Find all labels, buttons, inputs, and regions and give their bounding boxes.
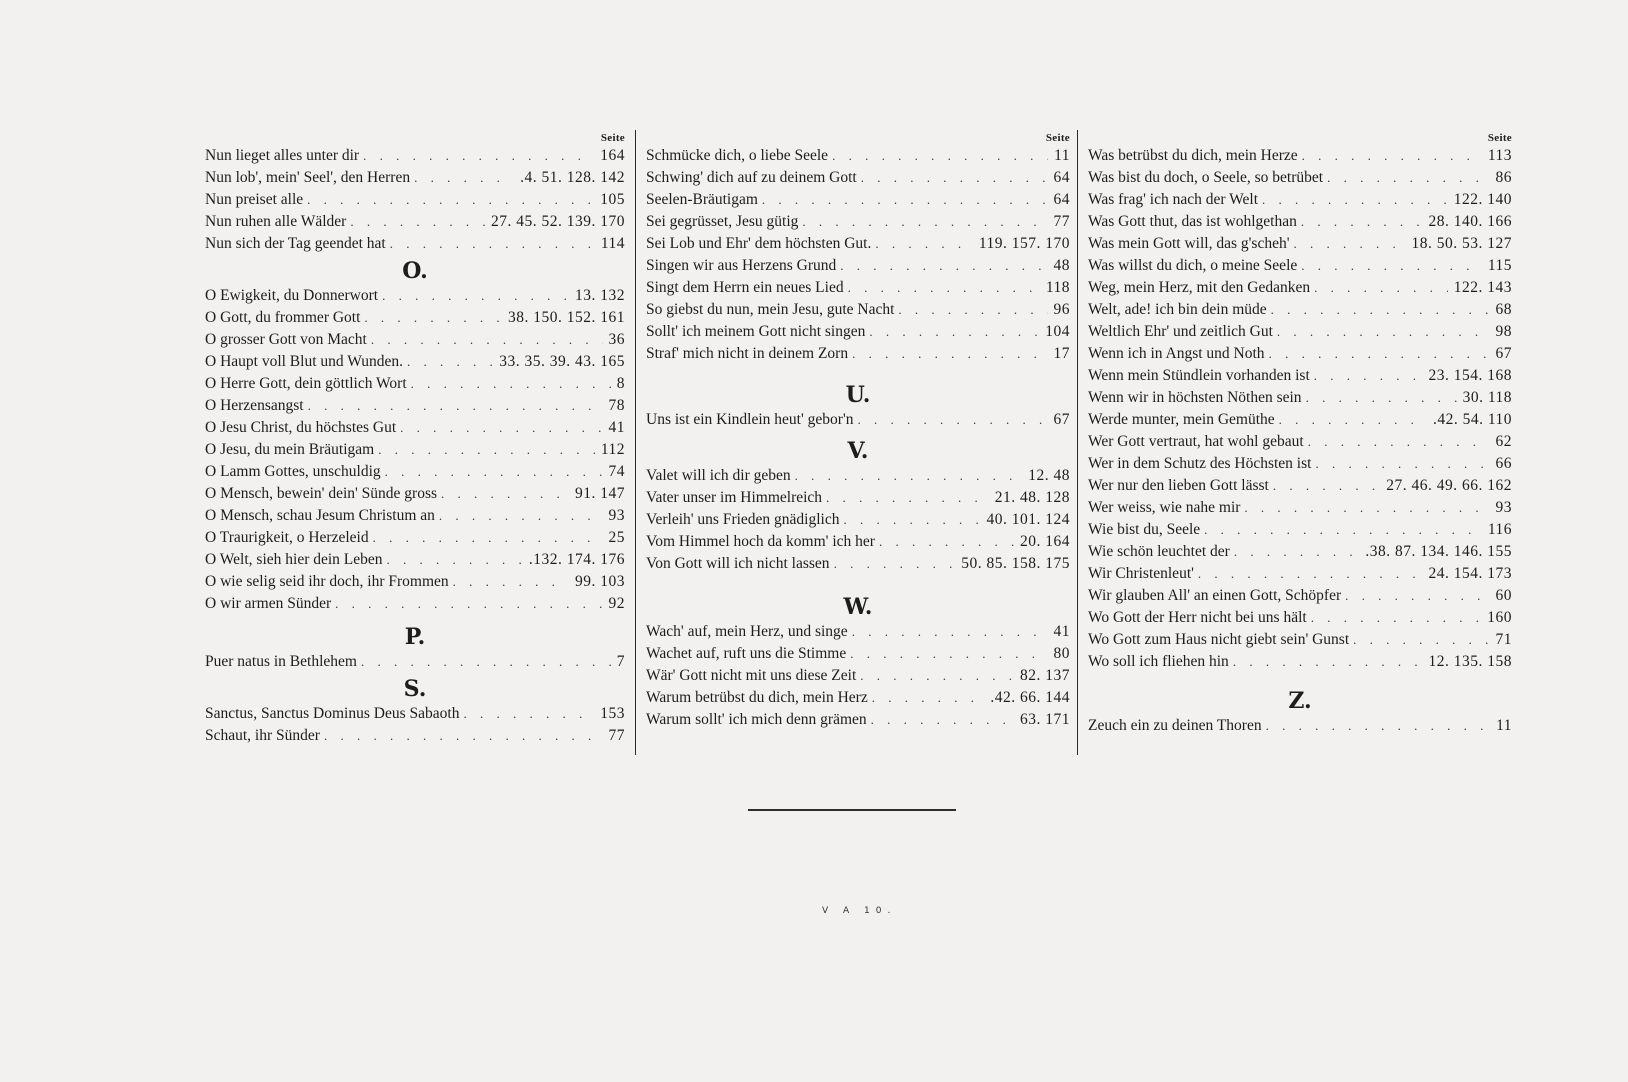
index-entry xyxy=(205,351,625,373)
entry-page-refs: 153 xyxy=(600,705,625,722)
leader-dots xyxy=(439,505,603,527)
entry-page-refs: 21. 48. 128 xyxy=(994,489,1070,506)
entry-page-refs: 92 xyxy=(608,595,625,612)
leader-dots xyxy=(378,439,595,461)
leader-dots xyxy=(361,651,611,673)
entry-page-refs: 18. 50. 53. 127 xyxy=(1411,235,1512,252)
index-entry xyxy=(1088,453,1512,475)
entry-page-refs: 114 xyxy=(600,235,625,252)
entry-title: Was Gott thut, das ist wohlgethan xyxy=(1088,213,1297,230)
leader-dots xyxy=(844,509,981,531)
entry-title: Was willst du dich, o meine Seele xyxy=(1088,257,1298,274)
index-entry xyxy=(1088,475,1512,497)
spacer xyxy=(646,575,1070,591)
index-column-3 xyxy=(1088,131,1512,737)
index-column-1 xyxy=(205,131,625,747)
entry-title: O Gott, du frommer Gott xyxy=(205,309,361,326)
index-entry xyxy=(646,531,1070,553)
index-entry xyxy=(205,593,625,615)
entry-page-refs: 50. 85. 158. 175 xyxy=(961,555,1070,572)
closing-rule xyxy=(748,809,956,811)
leader-dots xyxy=(411,373,611,395)
index-entry xyxy=(1088,233,1512,255)
section-letter: S. xyxy=(403,676,427,702)
index-entry xyxy=(646,321,1070,343)
entry-page-refs: 122. 140 xyxy=(1453,191,1512,208)
index-entry xyxy=(646,553,1070,575)
entry-page-refs: 77 xyxy=(1053,213,1070,230)
entry-title: O Herzensangst xyxy=(205,397,304,414)
entry-title: Warum sollt' ich mich denn grämen xyxy=(646,711,867,728)
leader-dots xyxy=(898,299,1047,321)
entry-page-refs: 115 xyxy=(1487,257,1512,274)
entry-title: Schmücke dich, o liebe Seele xyxy=(646,147,829,164)
entry-page-refs: 119. 157. 170 xyxy=(978,235,1070,252)
leader-dots xyxy=(1301,211,1423,233)
leader-dots xyxy=(1198,563,1423,585)
section-letter: V. xyxy=(847,438,869,464)
leader-dots xyxy=(1294,233,1406,255)
entry-title: Wer weiss, wie nahe mir xyxy=(1088,499,1241,516)
entry-title: Warum betrübst du dich, mein Herz xyxy=(646,689,868,706)
leader-dots xyxy=(1302,145,1482,167)
index-entry xyxy=(1088,277,1512,299)
leader-dots xyxy=(848,277,1040,299)
leader-dots xyxy=(1279,409,1427,431)
entry-title: Wo Gott der Herr nicht bei uns hält xyxy=(1088,609,1307,626)
leader-dots xyxy=(1266,715,1490,737)
index-entry xyxy=(205,483,625,505)
entry-title: Wer in dem Schutz des Höchsten ist xyxy=(1088,455,1312,472)
leader-dots xyxy=(1277,321,1490,343)
entry-title: Sei gegrüsset, Jesu gütig xyxy=(646,213,799,230)
entry-page-refs: .4. 51. 128. 142 xyxy=(520,169,625,186)
leader-dots xyxy=(363,145,594,167)
leader-dots xyxy=(1314,277,1448,299)
entry-page-refs: 122. 143 xyxy=(1453,279,1512,296)
index-entry xyxy=(646,465,1070,487)
entry-page-refs: 40. 101. 124 xyxy=(986,511,1070,528)
leader-dots xyxy=(852,621,1048,643)
seite-label: Seite xyxy=(600,132,625,144)
index-entry xyxy=(205,307,625,329)
index-entry xyxy=(646,665,1070,687)
entry-page-refs: 116 xyxy=(1487,521,1512,538)
entry-page-refs: 64 xyxy=(1053,191,1070,208)
entry-page-refs: 62 xyxy=(1495,433,1512,450)
index-entry xyxy=(1088,519,1512,541)
entry-title: O Lamm Gottes, unschuldig xyxy=(205,463,381,480)
entry-page-refs: 112 xyxy=(600,441,625,458)
entry-page-refs: 20. 164 xyxy=(1020,533,1070,550)
leader-dots xyxy=(826,487,989,509)
entry-page-refs: 17 xyxy=(1053,345,1070,362)
entry-page-refs: 71 xyxy=(1495,631,1512,648)
entry-page-refs: 86 xyxy=(1495,169,1512,186)
section-letter: U. xyxy=(845,382,871,408)
leader-dots xyxy=(795,465,1023,487)
leader-dots xyxy=(762,189,1048,211)
index-entry xyxy=(1088,497,1512,519)
entry-page-refs: 30. 118 xyxy=(1462,389,1512,406)
entry-title: O Jesu, du mein Bräutigam xyxy=(205,441,375,458)
leader-dots xyxy=(1204,519,1482,541)
entry-page-refs: 98 xyxy=(1495,323,1512,340)
entry-page-refs: 11 xyxy=(1054,147,1070,164)
entry-page-refs: 36 xyxy=(608,331,625,348)
index-column-2 xyxy=(646,131,1070,731)
section-letter: Z. xyxy=(1288,688,1312,714)
entry-page-refs: 28. 140. 166 xyxy=(1428,213,1512,230)
entry-title: Was frag' ich nach der Welt xyxy=(1088,191,1259,208)
entry-page-refs: 63. 171 xyxy=(1020,711,1070,728)
entry-page-refs: 24. 154. 173 xyxy=(1428,565,1512,582)
index-entry xyxy=(646,687,1070,709)
leader-dots xyxy=(373,527,603,549)
entry-title: Nun ruhen alle Wälder xyxy=(205,213,347,230)
entry-page-refs: 74 xyxy=(608,463,625,480)
spacer xyxy=(1088,673,1512,685)
leader-dots xyxy=(335,593,602,615)
leader-dots xyxy=(441,483,569,505)
leader-dots xyxy=(307,189,594,211)
index-entry xyxy=(646,299,1070,321)
index-entry xyxy=(646,189,1070,211)
leader-dots xyxy=(832,145,1048,167)
index-entry xyxy=(205,395,625,417)
entry-page-refs: 99. 103 xyxy=(575,573,625,590)
leader-dots xyxy=(463,703,594,725)
column-divider xyxy=(635,130,636,755)
entry-title: Wer nur den lieben Gott lässt xyxy=(1088,477,1269,494)
leader-dots xyxy=(453,571,569,593)
leader-dots xyxy=(1269,343,1490,365)
index-entry xyxy=(205,505,625,527)
index-entry xyxy=(205,527,625,549)
entry-page-refs: 160 xyxy=(1487,609,1512,626)
entry-title: Weltlich Ehr' und zeitlich Gut xyxy=(1088,323,1273,340)
index-entry xyxy=(205,233,625,255)
index-entry xyxy=(1088,189,1512,211)
entry-title: Von Gott will ich nicht lassen xyxy=(646,555,830,572)
index-entry xyxy=(205,329,625,351)
entry-title: Wenn mein Stündlein vorhanden ist xyxy=(1088,367,1310,384)
leader-dots xyxy=(350,211,485,233)
seite-label: Seite xyxy=(1045,132,1070,144)
entry-title: Singen wir aus Herzens Grund xyxy=(646,257,837,274)
leader-dots xyxy=(871,709,1014,731)
index-entry xyxy=(646,255,1070,277)
entry-title: Welt, ade! ich bin dein müde xyxy=(1088,301,1267,318)
index-entry xyxy=(1088,343,1512,365)
entry-page-refs: 82. 137 xyxy=(1020,667,1070,684)
entry-title: Nun preiset alle xyxy=(205,191,304,208)
entry-title: Verleih' uns Frieden gnädiglich xyxy=(646,511,840,528)
entry-page-refs: 105 xyxy=(600,191,625,208)
index-entry xyxy=(205,651,625,673)
entry-page-refs: 23. 154. 168 xyxy=(1428,367,1512,384)
entry-page-refs: 11 xyxy=(1496,717,1512,734)
entry-title: Singt dem Herrn ein neues Lied xyxy=(646,279,844,296)
entry-title: Was betrübst du dich, mein Herze xyxy=(1088,147,1298,164)
entry-title: Wenn wir in höchsten Nöthen sein xyxy=(1088,389,1302,406)
section-letter: W. xyxy=(843,594,873,620)
entry-title: Wenn ich in Angst und Noth xyxy=(1088,345,1265,362)
index-entry xyxy=(646,233,1070,255)
leader-dots xyxy=(840,255,1047,277)
leader-dots xyxy=(860,665,1014,687)
index-entry xyxy=(1088,607,1512,629)
entry-page-refs: 91. 147 xyxy=(575,485,625,502)
index-entry xyxy=(1088,387,1512,409)
leader-dots xyxy=(390,233,595,255)
index-entry xyxy=(1088,715,1512,737)
index-entry xyxy=(205,439,625,461)
entry-title: Nun lob', mein' Seel', den Herren xyxy=(205,169,411,186)
entry-page-refs: 13. 132 xyxy=(575,287,625,304)
entry-page-refs: 118 xyxy=(1045,279,1070,296)
entry-title: Wachet auf, ruft uns die Stimme xyxy=(646,645,847,662)
entry-title: O Mensch, schau Jesum Christum an xyxy=(205,507,435,524)
index-entry xyxy=(646,643,1070,665)
entry-title: Seelen-Bräutigam xyxy=(646,191,758,208)
index-entry xyxy=(1088,365,1512,387)
entry-title: O wir armen Sünder xyxy=(205,595,332,612)
index-entry xyxy=(205,189,625,211)
entry-title: Wär' Gott nicht mit uns diese Zeit xyxy=(646,667,857,684)
entry-title: Vom Himmel hoch da komm' ich her xyxy=(646,533,875,550)
leader-dots xyxy=(387,549,523,571)
leader-dots xyxy=(1308,431,1490,453)
entry-page-refs: 66 xyxy=(1495,455,1512,472)
entry-title: Puer natus in Bethlehem xyxy=(205,653,357,670)
entry-title: Valet will ich dir geben xyxy=(646,467,791,484)
index-entry xyxy=(1088,541,1512,563)
entry-title: Sollt' ich meinem Gott nicht singen xyxy=(646,323,866,340)
index-entry xyxy=(1088,651,1512,673)
leader-dots xyxy=(850,643,1047,665)
leader-dots xyxy=(834,553,956,575)
index-entry xyxy=(205,461,625,483)
index-entry xyxy=(205,373,625,395)
index-entry xyxy=(1088,321,1512,343)
index-entry xyxy=(205,211,625,233)
seite-label: Seite xyxy=(1487,132,1512,144)
entry-title: Was bist du doch, o Seele, so betrübet xyxy=(1088,169,1324,186)
leader-dots xyxy=(382,285,569,307)
index-entry xyxy=(1088,431,1512,453)
entry-page-refs: 41 xyxy=(1053,623,1070,640)
entry-title: Schwing' dich auf zu deinem Gott xyxy=(646,169,857,186)
entry-page-refs: 78 xyxy=(608,397,625,414)
entry-title: Sei Lob und Ehr' dem höchsten Gut. xyxy=(646,235,872,252)
entry-title: Wie schön leuchtet der xyxy=(1088,543,1230,560)
index-entry xyxy=(205,145,625,167)
index-entry xyxy=(205,725,625,747)
entry-page-refs: 93 xyxy=(1495,499,1512,516)
entry-page-refs: 33. 35. 39. 43. 165 xyxy=(499,353,625,370)
index-entry xyxy=(1088,145,1512,167)
entry-title: Schaut, ihr Sünder xyxy=(205,727,320,744)
leader-dots xyxy=(1327,167,1489,189)
spacer xyxy=(646,365,1070,379)
entry-title: Werde munter, mein Gemüthe xyxy=(1088,411,1275,428)
entry-page-refs: 60 xyxy=(1495,587,1512,604)
entry-page-refs: 38. 150. 152. 161 xyxy=(508,309,625,326)
entry-title: Weg, mein Herz, mit den Gedanken xyxy=(1088,279,1311,296)
index-entry xyxy=(646,167,1070,189)
entry-title: Sanctus, Sanctus Dominus Deus Sabaoth xyxy=(205,705,460,722)
entry-page-refs: 113 xyxy=(1487,147,1512,164)
entry-title: O grosser Gott von Macht xyxy=(205,331,367,348)
entry-page-refs: .132. 174. 176 xyxy=(528,551,625,568)
entry-page-refs: 41 xyxy=(608,419,625,436)
index-entry xyxy=(205,549,625,571)
entry-title: Wo soll ich fliehen hin xyxy=(1088,653,1229,670)
index-entry xyxy=(205,571,625,593)
index-entry xyxy=(646,277,1070,299)
leader-dots xyxy=(1262,189,1448,211)
entry-page-refs: 68 xyxy=(1495,301,1512,318)
leader-dots xyxy=(1233,651,1423,673)
leader-dots xyxy=(1345,585,1489,607)
entry-page-refs: 8 xyxy=(616,375,625,392)
entry-title: O Welt, sieh hier dein Leben xyxy=(205,551,383,568)
entry-title: O wie selig seid ihr doch, ihr Frommen xyxy=(205,573,449,590)
index-entry xyxy=(646,409,1070,431)
leader-dots xyxy=(1301,255,1482,277)
index-entry xyxy=(1088,167,1512,189)
entry-title: Uns ist ein Kindlein heut' gebor'n xyxy=(646,411,854,428)
leader-dots xyxy=(1271,299,1490,321)
index-entry xyxy=(646,211,1070,233)
entry-title: So giebst du nun, mein Jesu, gute Nacht xyxy=(646,301,895,318)
entry-title: Wo Gott zum Haus nicht giebt sein' Gunst xyxy=(1088,631,1350,648)
entry-page-refs: 27. 45. 52. 139. 170 xyxy=(491,213,625,230)
index-entry xyxy=(1088,563,1512,585)
entry-title: Wer Gott vertraut, hat wohl gebaut xyxy=(1088,433,1304,450)
index-entry xyxy=(1088,409,1512,431)
leader-dots xyxy=(1315,453,1489,475)
leader-dots xyxy=(400,417,602,439)
index-entry xyxy=(1088,299,1512,321)
index-entry xyxy=(646,487,1070,509)
index-entry xyxy=(205,417,625,439)
leader-dots xyxy=(407,351,493,373)
entry-page-refs: 93 xyxy=(608,507,625,524)
entry-page-refs: 12. 135. 158 xyxy=(1428,653,1512,670)
entry-page-refs: 164 xyxy=(600,147,625,164)
section-letter: O. xyxy=(402,258,428,284)
index-entry xyxy=(1088,585,1512,607)
entry-title: Wir glauben All' an einen Gott, Schöpfer xyxy=(1088,587,1342,604)
leader-dots xyxy=(308,395,603,417)
entry-page-refs: 80 xyxy=(1053,645,1070,662)
leader-dots xyxy=(861,167,1048,189)
entry-page-refs: 96 xyxy=(1053,301,1070,318)
index-entry xyxy=(1088,255,1512,277)
entry-page-refs: 67 xyxy=(1053,411,1070,428)
index-entry xyxy=(205,167,625,189)
entry-page-refs: .38. 87. 134. 146. 155 xyxy=(1365,543,1512,560)
leader-dots xyxy=(1244,497,1489,519)
leader-dots xyxy=(858,409,1048,431)
entry-title: O Mensch, bewein' dein' Sünde gross xyxy=(205,485,438,502)
entry-page-refs: .42. 66. 144 xyxy=(990,689,1070,706)
index-entry xyxy=(1088,629,1512,651)
leader-dots xyxy=(364,307,502,329)
index-entry xyxy=(646,343,1070,365)
index-entry xyxy=(646,509,1070,531)
entry-title: Was mein Gott will, das g'scheh' xyxy=(1088,235,1290,252)
entry-title: Vater unser im Himmelreich xyxy=(646,489,823,506)
leader-dots xyxy=(879,531,1014,553)
index-entry xyxy=(1088,211,1512,233)
leader-dots xyxy=(1353,629,1489,651)
entry-page-refs: 25 xyxy=(608,529,625,546)
leader-dots xyxy=(1306,387,1457,409)
leader-dots xyxy=(802,211,1047,233)
entry-page-refs: 7 xyxy=(616,653,625,670)
column-divider xyxy=(1077,130,1078,755)
entry-title: Straf' mich nicht in deinem Zorn xyxy=(646,345,849,362)
entry-page-refs: 104 xyxy=(1045,323,1070,340)
entry-title: Nun sich der Tag geendet hat xyxy=(205,235,386,252)
entry-page-refs: 48 xyxy=(1053,257,1070,274)
leader-dots xyxy=(414,167,514,189)
index-entry xyxy=(205,285,625,307)
leader-dots xyxy=(852,343,1047,365)
entry-page-refs: 77 xyxy=(608,727,625,744)
leader-dots xyxy=(1273,475,1380,497)
entry-page-refs: 27. 46. 49. 66. 162 xyxy=(1386,477,1512,494)
entry-title: Wie bist du, Seele xyxy=(1088,521,1201,538)
leader-dots xyxy=(1234,541,1360,563)
leader-dots xyxy=(371,329,603,351)
entry-page-refs: 64 xyxy=(1053,169,1070,186)
entry-page-refs: 67 xyxy=(1495,345,1512,362)
index-entry xyxy=(646,145,1070,167)
leader-dots xyxy=(324,725,603,747)
entry-title: Wach' auf, mein Herz, und singe xyxy=(646,623,848,640)
entry-title: O Traurigkeit, o Herzeleid xyxy=(205,529,369,546)
index-entry xyxy=(646,621,1070,643)
section-letter: P. xyxy=(404,624,426,650)
index-entry xyxy=(205,703,625,725)
entry-title: O Ewigkeit, du Donnerwort xyxy=(205,287,379,304)
entry-page-refs: 12. 48 xyxy=(1028,467,1070,484)
leader-dots xyxy=(1314,365,1423,387)
index-entry xyxy=(646,709,1070,731)
entry-title: Nun lieget alles unter dir xyxy=(205,147,360,164)
leader-dots xyxy=(872,687,985,709)
leader-dots xyxy=(875,233,972,255)
leader-dots xyxy=(385,461,603,483)
entry-title: O Haupt voll Blut und Wunden. xyxy=(205,353,403,370)
leader-dots xyxy=(1311,607,1482,629)
entry-title: Zeuch ein zu deinen Thoren xyxy=(1088,717,1262,734)
entry-page-refs: .42. 54. 110 xyxy=(1432,411,1512,428)
entry-title: Wir Christenleut' xyxy=(1088,565,1194,582)
signature-mark: V A 10. xyxy=(822,906,897,916)
leader-dots xyxy=(869,321,1039,343)
entry-title: O Herre Gott, dein göttlich Wort xyxy=(205,375,407,392)
entry-title: O Jesu Christ, du höchstes Gut xyxy=(205,419,397,436)
